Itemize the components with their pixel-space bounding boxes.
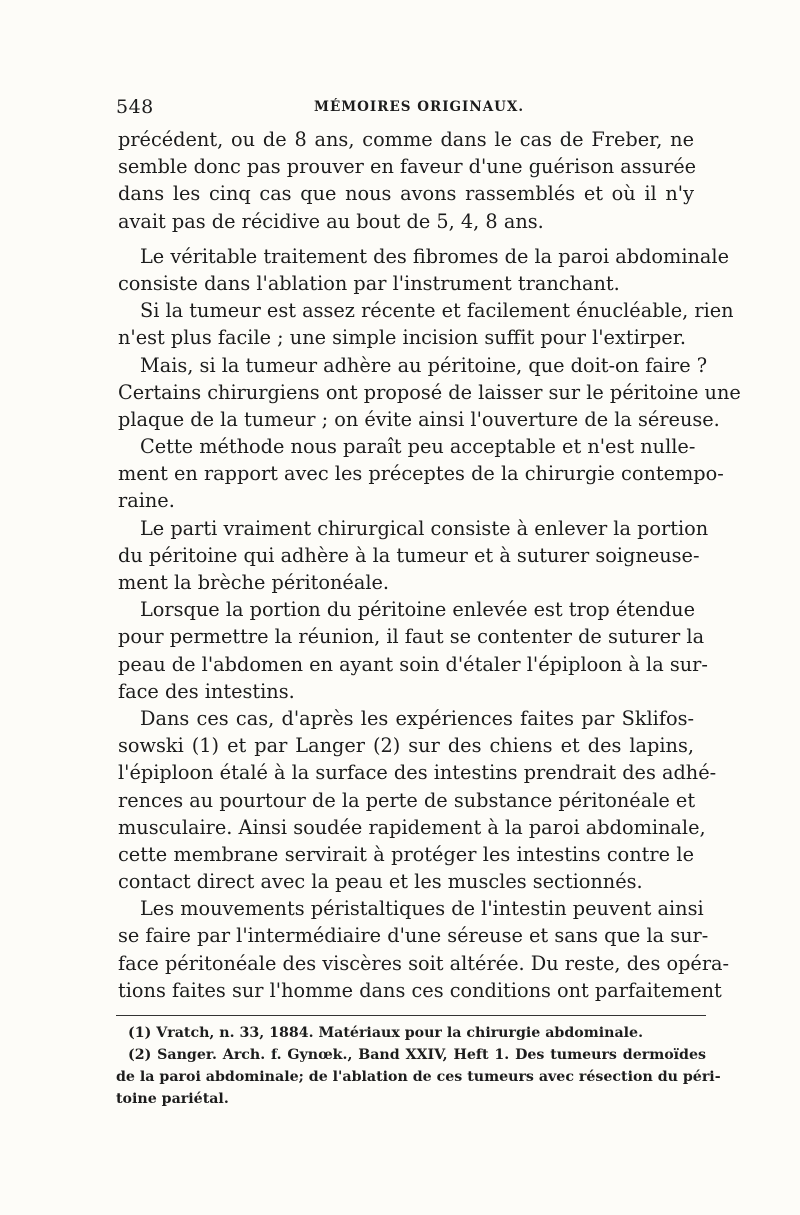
footnote-separator — [116, 1015, 706, 1016]
text-line: du péritoine qui adhère à la tumeur et à suturer soigneuse- — [118, 543, 700, 567]
text-line: Cette méthode nous paraît peu acceptable et n'est nulle- — [140, 435, 696, 459]
paragraph — [118, 433, 724, 515]
text-line: l'épiploon étalé à la surface des intestins prendrait des adhé- — [118, 761, 717, 785]
text-line: Mais, si la tumeur adhère au péritoine, que doit-on faire ? — [140, 353, 708, 377]
paragraph — [118, 705, 717, 895]
paragraph-gap — [118, 235, 694, 243]
text-line: tions faites sur l'homme dans ces conditions ont parfaitement — [118, 978, 722, 1002]
page-number: 548 — [116, 96, 154, 118]
text-line: Le parti vraiment chirurgical consiste à enlever la portion — [140, 516, 709, 540]
paragraph — [118, 243, 729, 297]
footnote-line: de la paroi abdominale; de l'ablation de ces tumeurs avec résection du péri- — [116, 1069, 721, 1085]
text-line: Lorsque la portion du péritoine enlevée est trop étendue — [140, 598, 695, 622]
text-line: semble donc pas prouver en faveur d'une guérison assurée — [118, 155, 697, 179]
footnote — [116, 1022, 706, 1044]
text-line: Certains chirurgiens ont proposé de laisser sur le péritoine une — [118, 380, 741, 404]
text-line: pour permettre la réunion, il faut se contenter de suturer la — [118, 625, 705, 649]
text-line: peau de l'abdomen en ayant soin d'étaler l'épiploon à la sur- — [118, 652, 708, 676]
text-line: Dans ces cas, d'après les expériences faites par Sklifos- — [140, 706, 694, 730]
text-line: se faire par l'intermédiaire d'une séreuse et sans que la sur- — [118, 924, 709, 948]
text-line: dans les cinq cas que nous avons rassemblés et où il n'y — [118, 182, 694, 206]
text-line: sowski (1) et par Langer (2) sur des chiens et des lapins, — [118, 734, 694, 758]
footnote-line: toine pariétal. — [116, 1091, 229, 1107]
running-title: MÉMOIRES ORIGINAUX. — [314, 99, 525, 115]
text-line: raine. — [118, 489, 175, 513]
body-text — [118, 126, 741, 1004]
text-line: Le véritable traitement des fibromes de la paroi abdominale — [140, 244, 729, 268]
text-line: ment en rapport avec les préceptes de la chirurgie contempo- — [118, 462, 724, 486]
text-line: avait pas de récidive au bout de 5, 4, 8 ans. — [118, 209, 544, 233]
text-line: contact direct avec la peau et les muscles sectionnés. — [118, 870, 643, 894]
paragraph — [118, 352, 741, 434]
footnote-line: (2) Sanger. Arch. f. Gynœk., Band XXIV, Heft 1. Des tumeurs dermoïdes — [128, 1047, 706, 1063]
page-header — [116, 96, 700, 120]
paragraph — [118, 515, 709, 597]
text-line: face péritonéale des viscères soit altérée. Du reste, des opéra- — [118, 951, 730, 975]
footnote — [116, 1044, 721, 1110]
paragraph — [118, 895, 730, 1004]
paragraph — [118, 596, 708, 705]
paragraph — [118, 126, 697, 235]
text-line: cette membrane servirait à protéger les intestins contre le — [118, 842, 694, 866]
text-line: Si la tumeur est assez récente et facilement énucléable, rien — [140, 299, 734, 323]
text-line: consiste dans l'ablation par l'instrument tranchant. — [118, 271, 620, 295]
text-line: Les mouvements péristaltiques de l'intestin peuvent ainsi — [140, 897, 704, 921]
text-line: musculaire. Ainsi soudée rapidement à la paroi abdominale, — [118, 815, 706, 839]
text-line: face des intestins. — [118, 679, 295, 703]
text-line: rences au pourtour de la perte de substance péritonéale et — [118, 788, 696, 812]
text-line: précédent, ou de 8 ans, comme dans le cas de Freber, ne — [118, 128, 694, 151]
text-line: plaque de la tumeur ; on évite ainsi l'ouverture de la séreuse. — [118, 407, 720, 431]
paragraph — [118, 297, 734, 351]
text-line: ment la brèche péritonéale. — [118, 571, 390, 594]
text-line: n'est plus facile ; une simple incision suffit pour l'extirper. — [118, 326, 686, 350]
footnotes — [116, 1022, 721, 1110]
footnote-line: (1) Vratch, n. 33, 1884. Matériaux pour la chirurgie abdominale. — [128, 1025, 644, 1041]
